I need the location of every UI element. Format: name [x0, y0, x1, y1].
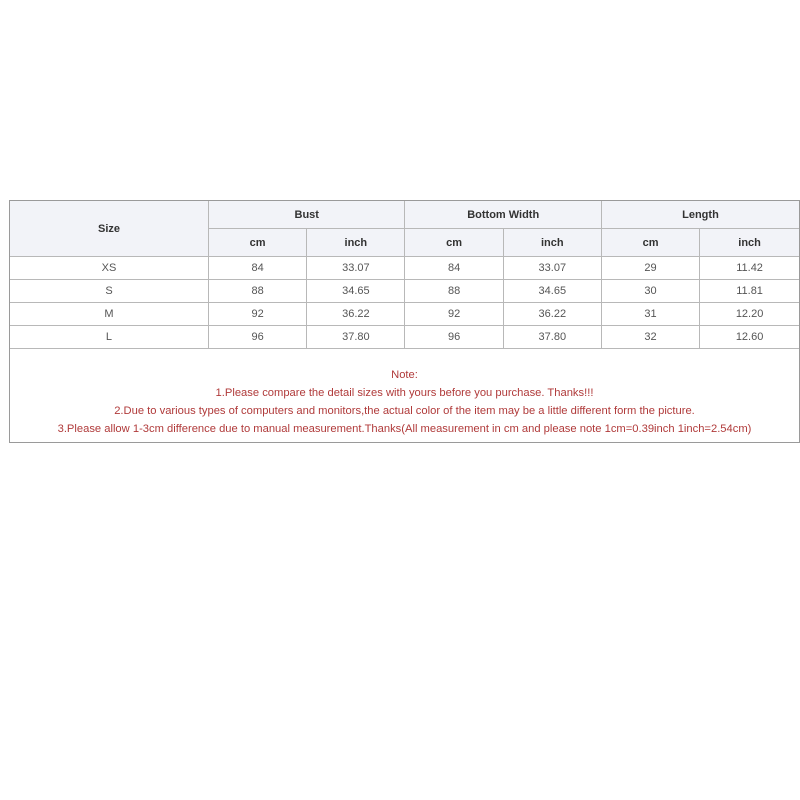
- table-cell: 88: [405, 280, 503, 303]
- table-cell: 34.65: [307, 280, 405, 303]
- unit-header: inch: [700, 229, 799, 257]
- table-cell: 88: [208, 280, 306, 303]
- unit-header: inch: [307, 229, 405, 257]
- table-cell: 30: [601, 280, 699, 303]
- table-cell: 37.80: [307, 326, 405, 349]
- unit-header: cm: [601, 229, 699, 257]
- table-cell: 11.81: [700, 280, 799, 303]
- table-cell: 84: [208, 257, 306, 280]
- size-chart: [9, 200, 800, 443]
- table-cell: 96: [405, 326, 503, 349]
- note-line: 1.Please compare the detail sizes with yours before you purchase. Thanks!!!: [215, 387, 594, 399]
- size-cell: XS: [10, 257, 208, 280]
- table-cell: 11.42: [700, 257, 799, 280]
- table-cell: 92: [405, 303, 503, 326]
- notes-section: [10, 348, 799, 442]
- table-cell: 37.80: [503, 326, 601, 349]
- table-row: [10, 326, 799, 349]
- table-cell: 36.22: [503, 303, 601, 326]
- table-header-row: [10, 201, 799, 229]
- note-line: 3.Please allow 1-3cm difference due to manual measurement.Thanks(All measurement in cm and please note 1cm=0.39inch 1inch=2.54cm): [57, 423, 752, 435]
- table-row: [10, 303, 799, 326]
- table-cell: 33.07: [307, 257, 405, 280]
- table-cell: 12.60: [700, 326, 799, 349]
- size-cell: M: [10, 303, 208, 326]
- notes-title: Note:: [391, 369, 418, 381]
- table-row: [10, 257, 799, 280]
- length-header: Length: [601, 201, 799, 229]
- size-cell: L: [10, 326, 208, 349]
- table-row: [10, 280, 799, 303]
- table-cell: 12.20: [700, 303, 799, 326]
- table-cell: 84: [405, 257, 503, 280]
- unit-header: inch: [503, 229, 601, 257]
- table-cell: 33.07: [503, 257, 601, 280]
- unit-header: cm: [405, 229, 503, 257]
- bottom-width-header: Bottom Width: [405, 201, 601, 229]
- size-cell: S: [10, 280, 208, 303]
- note-line: 2.Due to various types of computers and monitors,the actual color of the item may be a little different form the picture.: [114, 405, 695, 417]
- unit-header: cm: [208, 229, 306, 257]
- table-cell: 29: [601, 257, 699, 280]
- bust-header: Bust: [208, 201, 404, 229]
- table-cell: 36.22: [307, 303, 405, 326]
- table-cell: 92: [208, 303, 306, 326]
- table-cell: 32: [601, 326, 699, 349]
- size-table: [10, 201, 799, 348]
- table-cell: 31: [601, 303, 699, 326]
- size-column-header: Size: [10, 201, 208, 257]
- table-cell: 96: [208, 326, 306, 349]
- table-cell: 34.65: [503, 280, 601, 303]
